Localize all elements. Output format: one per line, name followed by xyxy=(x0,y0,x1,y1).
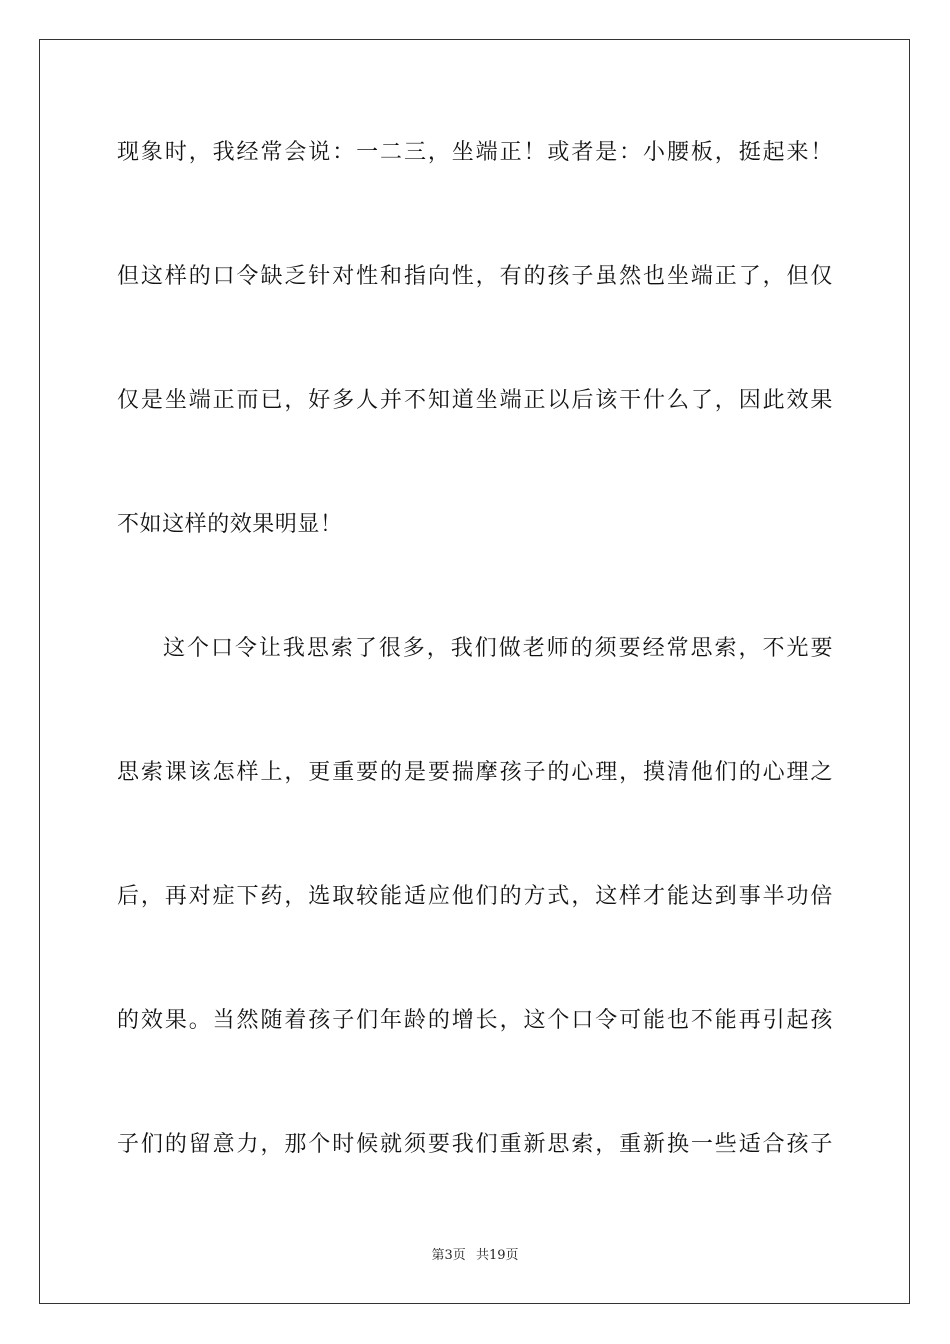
paragraph-first-line: 这个口令让我思索了很多，我们做老师的须要经常思索，不光要 xyxy=(163,636,833,661)
body-text-line: 后，再对症下药，选取较能适应他们的方式，这样才能达到事半功倍 xyxy=(117,884,833,909)
body-text-line: 子们的留意力，那个时候就须要我们重新思索，重新换一些适合孩子 xyxy=(117,1132,833,1157)
body-text-line: 仅是坐端正而已，好多人并不知道坐端正以后该干什么了，因此效果 xyxy=(117,388,833,413)
body-text-line: 的效果。当然随着孩子们年龄的增长，这个口令可能也不能再引起孩 xyxy=(117,1008,833,1033)
page-frame xyxy=(39,39,910,1304)
body-text-line: 现象时，我经常会说：一二三，坐端正！或者是：小腰板，挺起来！ xyxy=(117,140,833,165)
page-footer xyxy=(0,1247,950,1265)
body-text-line: 但这样的口令缺乏针对性和指向性，有的孩子虽然也坐端正了，但仅 xyxy=(117,264,833,289)
page-total: 共19页 xyxy=(475,1248,519,1263)
body-text-line: 思索课该怎样上，更重要的是要揣摩孩子的心理，摸清他们的心理之 xyxy=(117,760,833,785)
body-text-line: 不如这样的效果明显！ xyxy=(117,512,343,537)
page-number: 第3页 xyxy=(431,1248,466,1263)
